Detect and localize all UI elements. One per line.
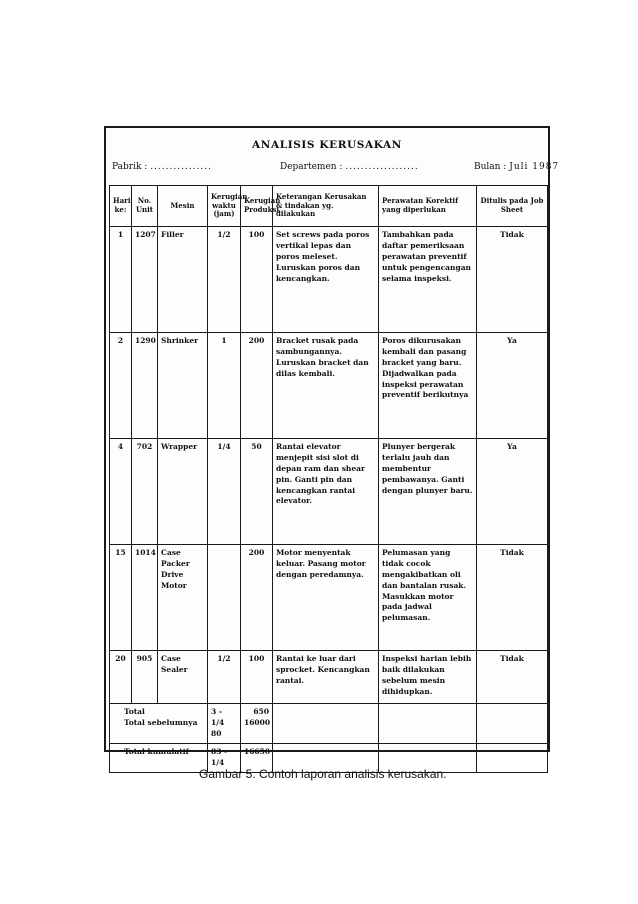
table-row	[110, 439, 548, 545]
table-row	[110, 545, 548, 651]
empty-cell	[273, 704, 379, 744]
scanned-report-image	[104, 126, 560, 767]
figure-caption: Gambar 5. Contoh laporan analisis kerusakan.	[199, 767, 447, 781]
sebelumnya-produksi: 16000	[244, 717, 271, 727]
total-produksi: 650	[253, 707, 269, 716]
cell-unit: 905	[132, 651, 158, 704]
cell-job-sheet: Tidak	[477, 545, 548, 651]
header-kerugian-produksi: Kerugian Produksi	[241, 186, 273, 227]
pabrik-field	[112, 162, 212, 172]
total-waktu: 3 - 1/4	[211, 707, 225, 727]
header-mesin: Mesin	[158, 186, 208, 227]
cell-unit: 702	[132, 439, 158, 545]
cell-job-sheet: Tidak	[477, 227, 548, 333]
bulan-field	[474, 162, 559, 172]
cell-produksi: 200	[241, 545, 273, 651]
departemen-field	[280, 162, 419, 172]
pabrik-value: ................	[150, 162, 212, 172]
cell-keterangan: Rantai ke luar dari sprocket. Kencangkan rantai.	[273, 651, 379, 704]
cell-produksi: 50	[241, 439, 273, 545]
table-row	[110, 651, 548, 704]
cell-waktu: 1/4	[208, 439, 241, 545]
cell-unit: 1014	[132, 545, 158, 651]
cell-job-sheet: Tidak	[477, 651, 548, 704]
table-header-row	[110, 186, 548, 227]
empty-cell	[477, 704, 548, 744]
report-title: ANALISIS KERUSAKAN	[252, 139, 402, 151]
total-kumulatif-label: Total kumulatif	[110, 743, 208, 772]
cell-waktu: 1/2	[208, 227, 241, 333]
header-perawatan: Perawatan Korektif yang diperlukan	[379, 186, 477, 227]
cell-keterangan: Rantai elevator menjepit sisi slot di depan ram dan shear pin. Ganti pin dan kencangkan rantai elevator.	[273, 439, 379, 545]
kumulatif-waktu: 83 - 1/4	[208, 743, 241, 772]
empty-cell	[477, 743, 548, 772]
header-unit: No. Unit	[132, 186, 158, 227]
total-label: Total	[124, 707, 145, 716]
header-keterangan: Keterangan Kerusakan & tindakan yg. dilakukan	[273, 186, 379, 227]
cell-mesin: Case Packer Drive Motor	[158, 545, 208, 651]
cell-perawatan: Poros dikurusakan kembali dan pasang bracket yang baru. Dijadwalkan pada inspeksi perawatan preventif berikutnya	[379, 333, 477, 439]
cell-waktu	[208, 545, 241, 651]
cell-perawatan: Tambahkan pada daftar pemeriksaan perawatan preventif untuk pengencangan selama inspeksi.	[379, 227, 477, 333]
departemen-value: ...................	[345, 162, 419, 172]
bulan-label: Bulan :	[474, 162, 507, 172]
cell-hari: 15	[110, 545, 132, 651]
cell-job-sheet: Ya	[477, 333, 548, 439]
bulan-value: Juli 1987	[509, 162, 560, 172]
empty-cell	[379, 704, 477, 744]
cell-keterangan: Set screws pada poros vertikal lepas dan poros meleset. Luruskan poros dan kencangkan.	[273, 227, 379, 333]
totals-row	[110, 704, 548, 744]
kumulatif-produksi: 16650	[241, 743, 273, 772]
cell-produksi: 200	[241, 333, 273, 439]
cell-mesin: Shrinker	[158, 333, 208, 439]
table-row	[110, 333, 548, 439]
cell-keterangan: Motor menyentak keluar. Pasang motor dengan peredamnya.	[273, 545, 379, 651]
cell-waktu: 1/2	[208, 651, 241, 704]
cell-perawatan: Plunyer bergerak terlalu jauh dan membentur pembawanya. Ganti dengan plunyer baru.	[379, 439, 477, 545]
totals-labels	[110, 704, 208, 744]
total-sebelumnya-label: Total sebelumnya	[124, 717, 198, 727]
totals-produksi	[241, 704, 273, 744]
cell-hari: 2	[110, 333, 132, 439]
cell-job-sheet: Ya	[477, 439, 548, 545]
damage-analysis-table	[109, 185, 548, 773]
cell-keterangan: Bracket rusak pada sambungannya. Luruskan bracket dan dilas kembali.	[273, 333, 379, 439]
cell-waktu: 1	[208, 333, 241, 439]
cell-produksi: 100	[241, 227, 273, 333]
cell-mesin: Case Sealer	[158, 651, 208, 704]
table-row	[110, 227, 548, 333]
cell-hari: 4	[110, 439, 132, 545]
cell-unit: 1290	[132, 333, 158, 439]
totals-waktu	[208, 704, 241, 744]
sebelumnya-waktu: 80	[211, 728, 222, 738]
cell-perawatan: Pelumasan yang tidak cocok mengakibatkan oli dan bantalan rusak. Masukkan motor pada jadwal pelumasan.	[379, 545, 477, 651]
cell-perawatan: Inspeksi harian lebih baik dilakukan sebelum mesin dihidupkan.	[379, 651, 477, 704]
pabrik-label: Pabrik :	[112, 162, 148, 172]
cell-unit: 1207	[132, 227, 158, 333]
header-kerugian-waktu: Kerugian waktu (jam)	[208, 186, 241, 227]
cell-mesin: Wrapper	[158, 439, 208, 545]
header-hari: Hari ke:	[110, 186, 132, 227]
cell-hari: 1	[110, 227, 132, 333]
cell-hari: 20	[110, 651, 132, 704]
header-job-sheet: Ditulis pada Job Sheet	[477, 186, 548, 227]
departemen-label: Departemen :	[280, 162, 343, 172]
cell-mesin: Filler	[158, 227, 208, 333]
cell-produksi: 100	[241, 651, 273, 704]
